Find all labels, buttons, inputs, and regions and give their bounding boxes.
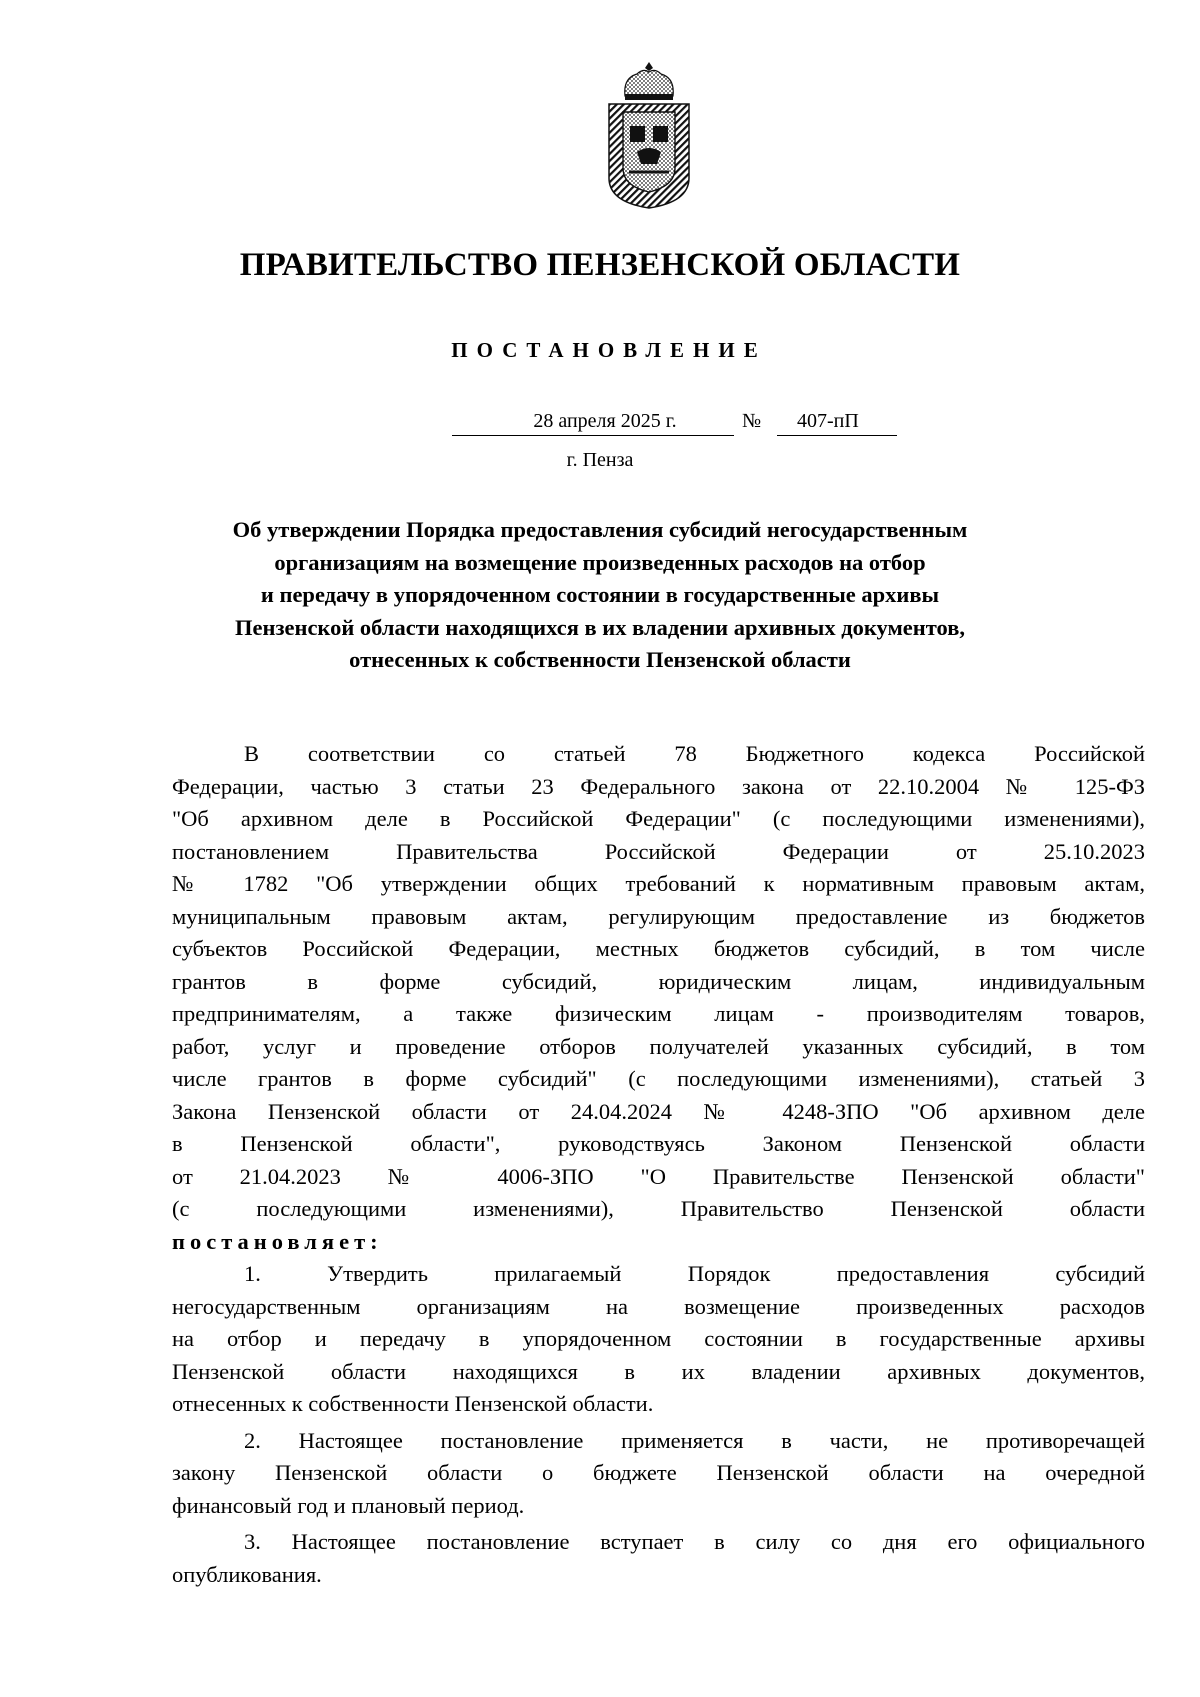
document-subject: [170, 514, 1030, 677]
preamble-line: работ, услуг и проведение отборов получателей указанных субсидий, в том: [172, 1033, 1145, 1059]
document-number: 407-пП: [777, 410, 897, 436]
subject-line: Об утверждении Порядка предоставления субсидий негосударственным: [232, 517, 968, 542]
item-1-line: негосударственным организациям на возмещение произведенных расходов: [172, 1293, 1145, 1319]
item-1-line: отнесенных к собственности Пензенской области.: [172, 1391, 654, 1416]
preamble-line: постановлением Правительства Российской Федерации от 25.10.2023: [172, 838, 1145, 864]
item-3-line: 3. Настоящее постановление вступает в силу со дня его официального: [244, 1529, 1145, 1554]
subject-line: организациям на возмещение произведенных расходов на отбор: [274, 549, 926, 575]
preamble-line: субъектов Российской Федерации, местных бюджетов субсидий, в том числе: [172, 936, 1145, 961]
preamble-line: "Об архивном деле в Российской Федерации" (с последующими изменениями),: [172, 806, 1145, 831]
item-1-line: на отбор и передачу в упорядоченном состоянии в государственные архивы: [172, 1326, 1145, 1351]
number-sign: №: [742, 410, 762, 432]
document-type-heading: ПОСТАНОВЛЕНИЕ: [451, 338, 767, 362]
preamble-line: предпринимателям, а также физическим лицам - производителям товаров,: [172, 1001, 1145, 1026]
document-body: [172, 738, 1145, 1591]
preamble-line: Закона Пензенской области от 24.04.2024 № 4248-ЗПО "Об архивном деле: [172, 1098, 1145, 1124]
government-title: ПРАВИТЕЛЬСТВО ПЕНЗЕНСКОЙ ОБЛАСТИ: [239, 247, 961, 283]
subject-line: отнесенных к собственности Пензенской области: [349, 647, 851, 673]
preamble-line: в Пензенской области", руководствуясь Законом Пензенской области: [172, 1131, 1145, 1156]
preamble-line: числе грантов в форме субсидий" (с последующими изменениями), статьей 3: [172, 1066, 1145, 1091]
item-2-line: финансовый год и плановый период.: [172, 1492, 525, 1518]
preamble-line: Федерации, частью 3 статьи 23 Федерального закона от 22.10.2004 № 125-ФЗ: [172, 773, 1145, 799]
resolves-word: постановляет:: [172, 1228, 383, 1254]
city-name: г. Пенза: [566, 449, 634, 471]
item-3-line: опубликования.: [172, 1561, 322, 1587]
document-date: 28 апреля 2025 г.: [452, 410, 734, 436]
item-1-line: 1. Утвердить прилагаемый Порядок предоставления субсидий: [244, 1261, 1145, 1286]
penza-region-coat-of-arms-icon: [603, 60, 695, 210]
item-2-line: 2. Настоящее постановление применяется в части, не противоречащей: [244, 1427, 1145, 1453]
item-2-line: закону Пензенской области о бюджете Пензенской области на очередной: [172, 1460, 1145, 1485]
subject-line: и передачу в упорядоченном состоянии в государственные архивы: [260, 582, 940, 608]
preamble-line: грантов в форме субсидий, юридическим лицам, индивидуальным: [172, 968, 1145, 994]
preamble-line: (с последующими изменениями), Правительство Пензенской области: [172, 1196, 1145, 1221]
preamble-line: № 1782 "Об утверждении общих требований к нормативным правовым актам,: [172, 871, 1145, 896]
preamble-line: от 21.04.2023 № 4006-ЗПО "О Правительстве Пензенской области": [172, 1163, 1145, 1189]
preamble-line: муниципальным правовым актам, регулирующим предоставление из бюджетов: [172, 903, 1145, 929]
subject-line: Пензенской области находящихся в их владении архивных документов,: [235, 614, 965, 640]
preamble-line: В соответствии со статьей 78 Бюджетного кодекса Российской: [244, 741, 1145, 766]
item-1-line: Пензенской области находящихся в их владении архивных документов,: [172, 1358, 1145, 1384]
